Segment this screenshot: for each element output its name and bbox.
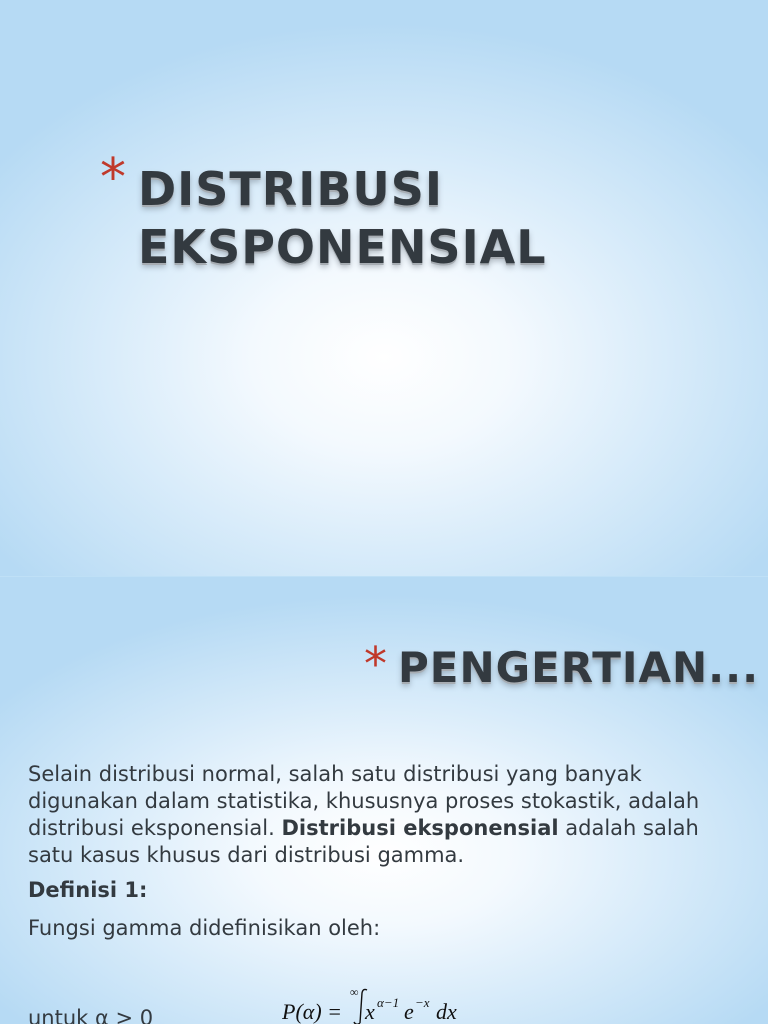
intro-paragraph <box>28 761 748 869</box>
exp-base: e <box>404 999 414 1024</box>
integrand-base: x <box>365 999 375 1024</box>
definition-label: Definisi 1: <box>28 878 148 902</box>
integrand-exponent: α−1 <box>377 995 400 1010</box>
title-line-2: EKSPONENSIAL <box>138 220 547 274</box>
formula-differential: dx <box>436 999 457 1024</box>
formula-lhs: P(α) = <box>282 999 342 1024</box>
intro-paragraph-bold: Distribusi eksponensial <box>281 816 559 840</box>
title-line-1: DISTRIBUSI <box>138 162 444 216</box>
integral-upper-limit: ∞ <box>350 985 359 999</box>
slide-definition <box>0 577 768 1024</box>
exp-power: −x <box>415 995 430 1010</box>
intro-paragraph-end: adalah salah satu kasus khusus dari distribusi gamma. <box>28 816 699 867</box>
title-bullet-asterisk: * <box>100 148 126 208</box>
alpha-condition: untuk α > 0 <box>28 1006 154 1024</box>
gamma-intro-text: Fungsi gamma didefinisikan oleh: <box>28 916 381 940</box>
section-heading: PENGERTIAN... <box>398 643 760 692</box>
intro-paragraph-start: Selain distribusi normal, salah satu distribusi yang banyak digunakan dalam statistika, khususnya proses stokastik, adalah distribusi eksponensial. <box>28 762 700 840</box>
heading-bullet-asterisk: * <box>364 637 387 691</box>
slide-title-heading <box>138 160 698 276</box>
